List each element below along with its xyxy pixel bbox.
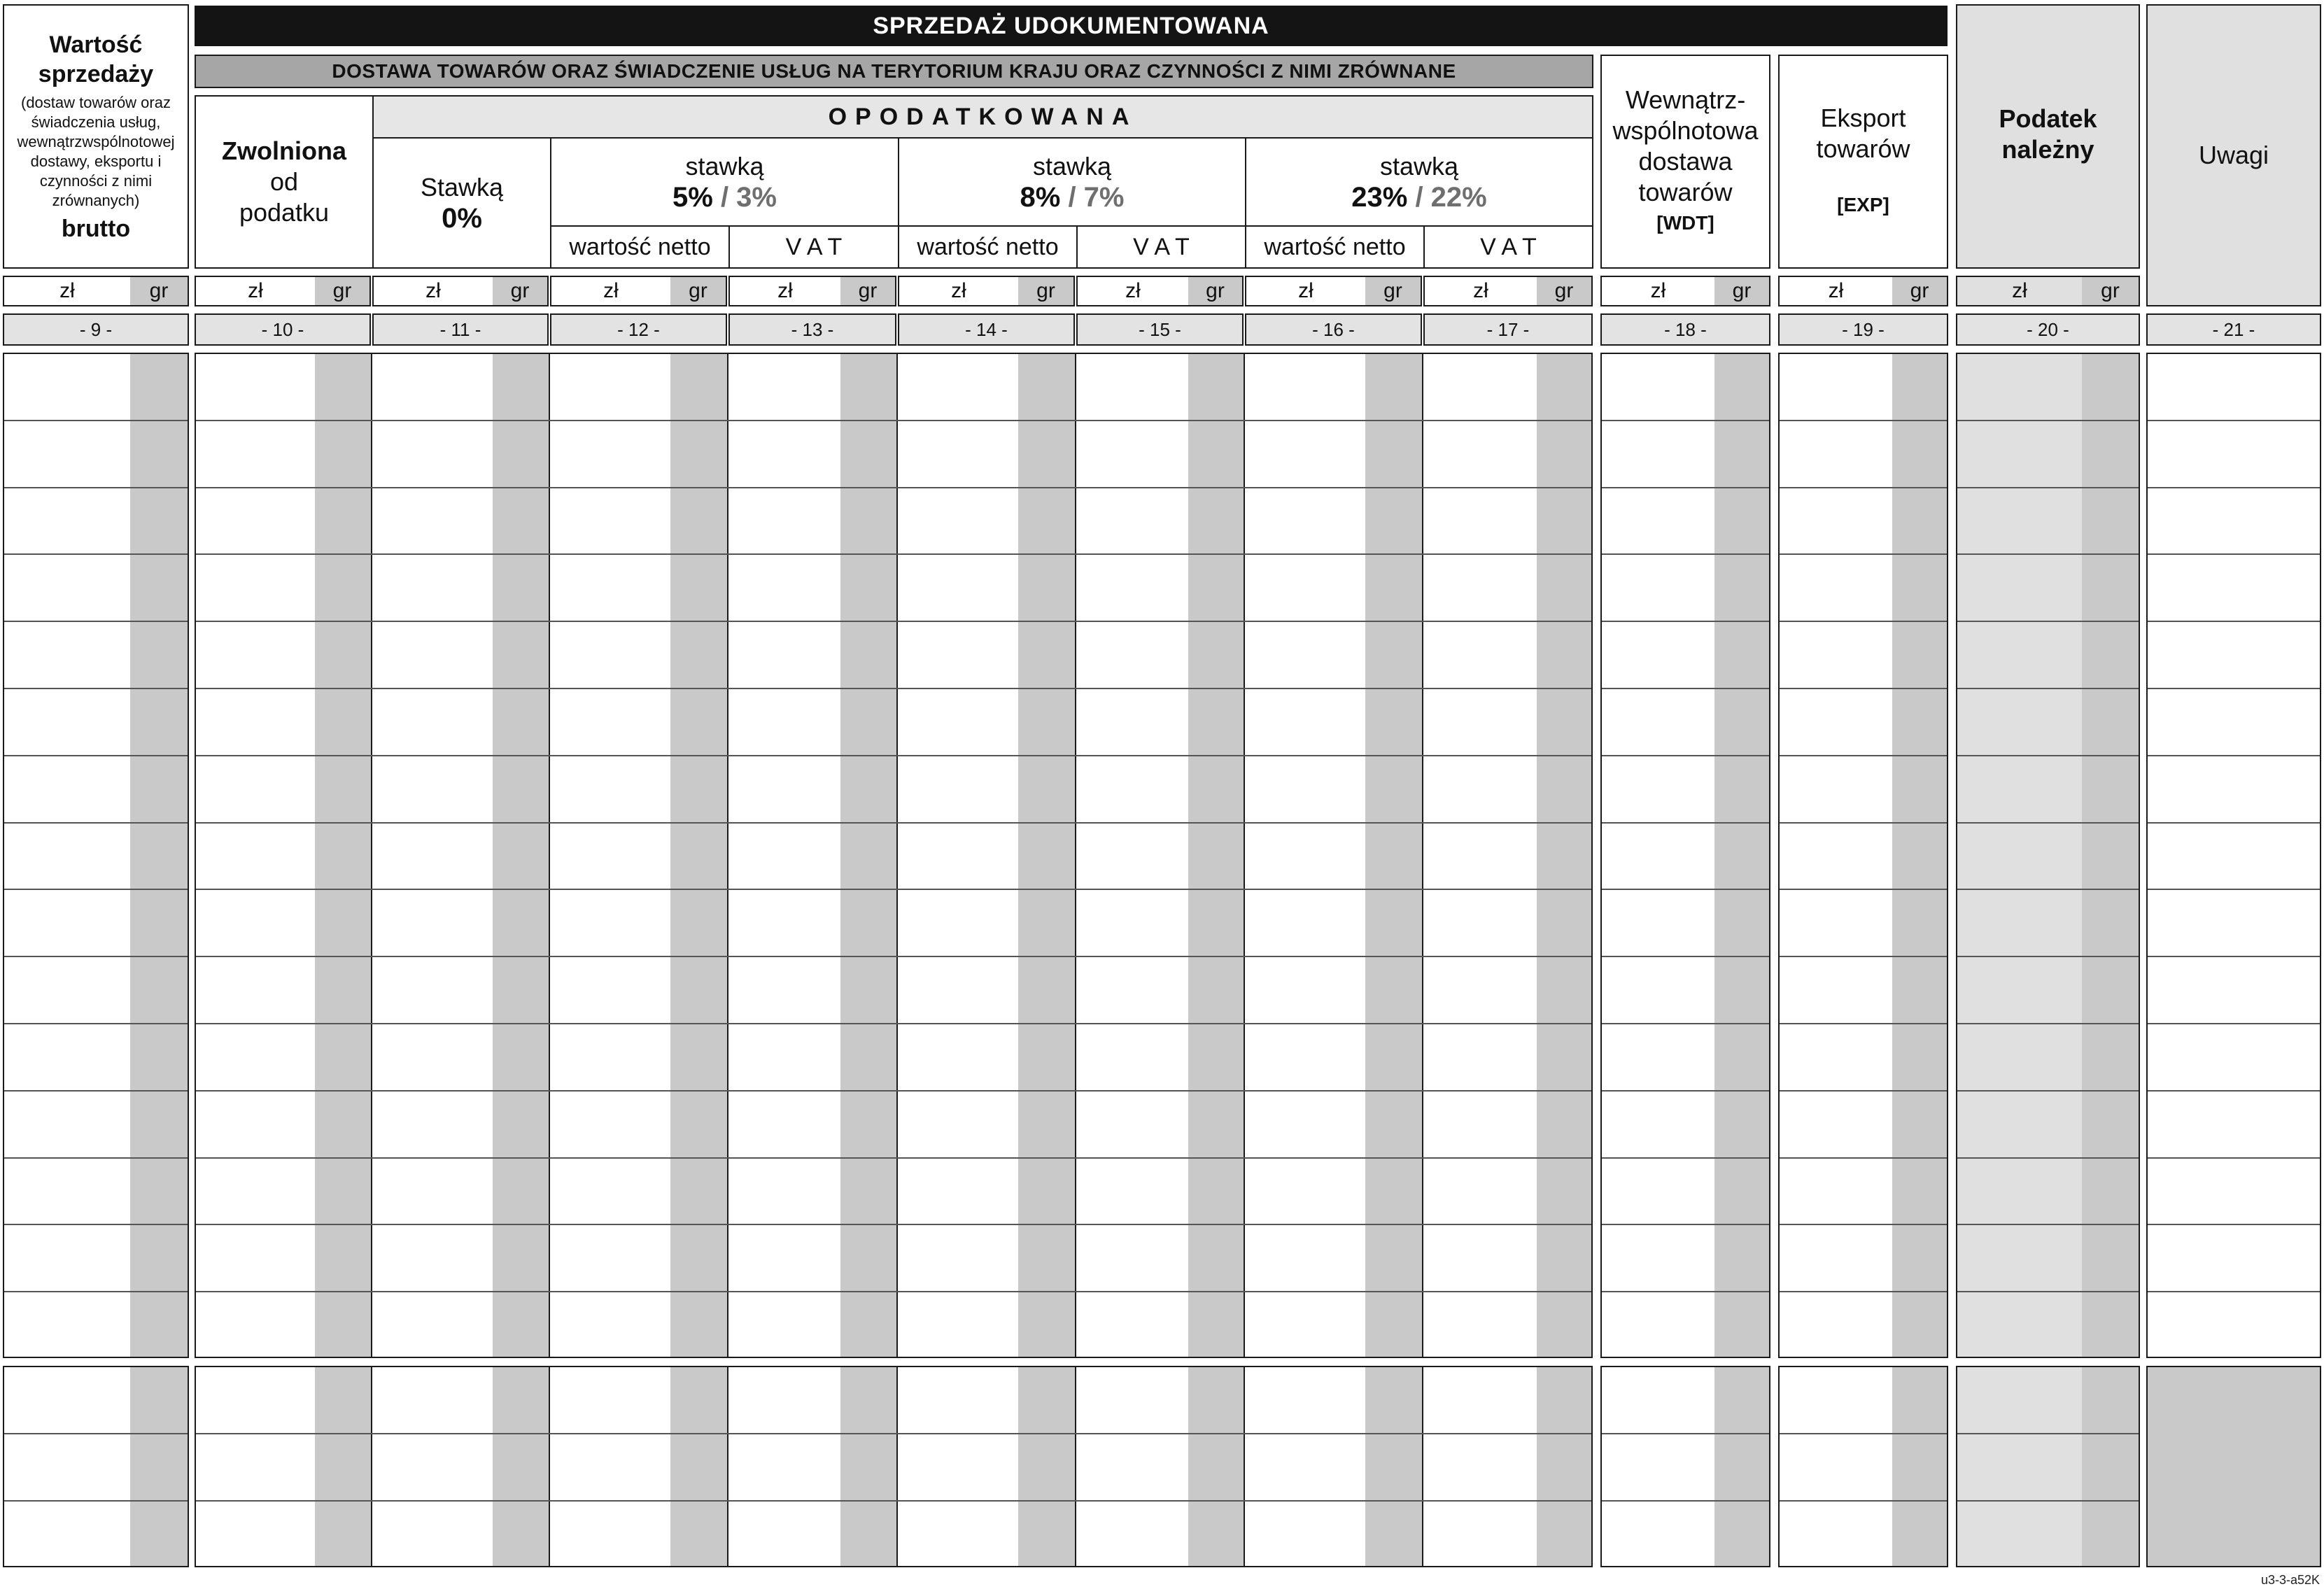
unit-zl: zł xyxy=(1125,279,1141,302)
rate-8-main: 8% xyxy=(1020,182,1061,213)
unit-zl: zł xyxy=(59,279,75,302)
row-divider xyxy=(1957,956,2139,957)
row-divider xyxy=(2148,822,2320,824)
notes-label: Uwagi xyxy=(2198,141,2269,169)
row-divider xyxy=(196,1291,1591,1292)
row-divider xyxy=(1957,1500,2139,1502)
value-title-line2: sprzedaży xyxy=(38,61,154,87)
row-divider xyxy=(1957,755,2139,756)
gr-column-band xyxy=(315,1367,371,1566)
row-divider xyxy=(1602,621,1769,622)
unit-zl: zł xyxy=(1650,279,1666,302)
row-divider xyxy=(1602,1157,1769,1159)
wdt-header xyxy=(1600,55,1770,269)
domestic-supply-subtitle xyxy=(195,55,1593,88)
gr-column-band xyxy=(2082,1367,2139,1566)
unit-gr: gr xyxy=(1714,277,1769,305)
rate-8-label: stawką xyxy=(1032,152,1112,181)
row-divider xyxy=(196,1090,1591,1092)
rate-5-main: 5% xyxy=(672,182,713,213)
rate-23-label: stawką xyxy=(1379,152,1459,181)
row-divider xyxy=(2148,1224,2320,1225)
unit-cell-16 xyxy=(1245,276,1422,306)
gr-column-band xyxy=(1537,354,1591,1357)
unit-gr: gr xyxy=(493,277,547,305)
row-divider xyxy=(1957,1023,2139,1024)
row-divider xyxy=(1602,420,1769,421)
row-divider xyxy=(1780,1090,1947,1092)
row-divider xyxy=(4,1090,188,1092)
column-number-14: - 14 - xyxy=(898,313,1075,346)
export-code: [EXP] xyxy=(1837,194,1889,216)
row-divider xyxy=(1780,956,1947,957)
rate-23-vat-header xyxy=(1425,227,1592,267)
row-divider xyxy=(1602,822,1769,824)
wdt-code: [WDT] xyxy=(1656,212,1714,234)
unit-gr: gr xyxy=(315,277,369,305)
row-divider xyxy=(196,487,1591,488)
unit-cell-11 xyxy=(372,276,549,306)
tax-due-header xyxy=(1956,4,2140,269)
column-divider xyxy=(1075,1367,1076,1566)
row-divider xyxy=(2148,956,2320,957)
exempt-line2: od xyxy=(269,167,299,196)
entries-block xyxy=(3,353,189,1358)
row-divider xyxy=(1957,889,2139,890)
unit-gr: gr xyxy=(1018,277,1073,305)
gr-column-band xyxy=(840,354,896,1357)
row-divider xyxy=(1957,1433,2139,1434)
form-code xyxy=(2261,1573,2320,1588)
gr-column-band xyxy=(1714,354,1769,1357)
row-divider xyxy=(1780,553,1947,555)
row-divider xyxy=(1602,1023,1769,1024)
gr-column-band xyxy=(493,1367,549,1566)
column-divider xyxy=(896,354,898,1357)
summary-block xyxy=(195,1366,1593,1567)
value-title-line1: Wartość xyxy=(49,31,143,58)
row-divider xyxy=(4,1433,188,1434)
tax-due-line1: Podatek xyxy=(1999,104,2097,133)
column-number-13: - 13 - xyxy=(728,313,896,346)
unit-gr: gr xyxy=(2082,277,2139,305)
rate-5-header xyxy=(551,139,898,225)
column-number-19: - 19 - xyxy=(1778,313,1948,346)
row-divider xyxy=(1780,420,1947,421)
row-divider xyxy=(196,956,1591,957)
row-divider xyxy=(1602,1224,1769,1225)
gr-column-band xyxy=(840,1367,896,1566)
unit-cell-15 xyxy=(1076,276,1244,306)
entries-block xyxy=(1956,353,2140,1358)
rate-8-alt: / 7% xyxy=(1068,182,1125,213)
column-number-20: - 20 - xyxy=(1956,313,2140,346)
rate-5-vat-header xyxy=(730,227,898,267)
wdt-line4: towarów xyxy=(1638,178,1733,206)
row-divider xyxy=(196,1433,1591,1434)
row-divider xyxy=(1957,1090,2139,1092)
column-divider xyxy=(1422,1367,1423,1566)
column-divider xyxy=(371,354,372,1357)
row-divider xyxy=(196,688,1591,689)
rate-5-alt: / 3% xyxy=(720,182,777,213)
gr-column-band xyxy=(1188,1367,1244,1566)
rate-0-label: Stawką xyxy=(420,173,504,202)
row-divider xyxy=(1957,822,2139,824)
row-divider xyxy=(1780,755,1947,756)
row-divider xyxy=(1780,688,1947,689)
wdt-line2: wspólnotowa xyxy=(1612,116,1759,145)
unit-cell-14 xyxy=(898,276,1075,306)
column-number-10: - 10 - xyxy=(195,313,371,346)
row-divider xyxy=(1957,1291,2139,1292)
row-divider xyxy=(196,1157,1591,1159)
row-divider xyxy=(1602,487,1769,488)
taxed-text: OPODATKOWANA xyxy=(828,103,1138,130)
sales-documented-title xyxy=(195,6,1948,46)
row-divider xyxy=(1602,956,1769,957)
rate-0-header xyxy=(374,139,550,267)
row-divider xyxy=(1602,1500,1769,1502)
row-divider xyxy=(1602,1433,1769,1434)
export-line2: towarów xyxy=(1816,134,1910,163)
unit-cell-18 xyxy=(1600,276,1770,306)
row-divider xyxy=(4,553,188,555)
column-number-12: - 12 - xyxy=(550,313,727,346)
subtitle-text: DOSTAWA TOWARÓW ORAZ ŚWIADCZENIE USŁUG NA TERYTORIUM KRAJU ORAZ CZYNNOŚCI Z NIMI ZRÓWNANE xyxy=(332,60,1456,82)
exempt-header xyxy=(196,97,372,267)
unit-gr: gr xyxy=(1365,277,1421,305)
vat-label: V A T xyxy=(1133,234,1190,260)
column-divider xyxy=(1422,354,1423,1357)
unit-zl: zł xyxy=(777,279,793,302)
unit-gr: gr xyxy=(1892,277,1947,305)
gr-column-band xyxy=(1365,1367,1422,1566)
column-number-11: - 11 - xyxy=(372,313,549,346)
net-label: wartość netto xyxy=(917,234,1059,260)
column-number-9: - 9 - xyxy=(3,313,189,346)
summary-block xyxy=(1956,1366,2140,1567)
title-text: SPRZEDAŻ UDOKUMENTOWANA xyxy=(873,12,1269,39)
row-divider xyxy=(196,822,1591,824)
row-divider xyxy=(1780,889,1947,890)
unit-zl: zł xyxy=(1828,279,1844,302)
row-divider xyxy=(196,755,1591,756)
column-number-15: - 15 - xyxy=(1076,313,1244,346)
tax-header-block xyxy=(195,95,1593,269)
gr-column-band xyxy=(1892,1367,1947,1566)
row-divider xyxy=(4,1157,188,1159)
unit-cell-20 xyxy=(1956,276,2140,306)
form-code-text: u3-3-a52K xyxy=(2260,1573,2320,1587)
value-description: (dostaw towarów oraz świadczenia usług, wewnątrzwspólnotowej dostawy, eksportu i czynności z nimi zrównanych) xyxy=(17,94,175,209)
gr-column-band xyxy=(130,354,188,1357)
value-of-sales-header xyxy=(3,4,189,269)
unit-gr: gr xyxy=(840,277,895,305)
unit-gr: gr xyxy=(1537,277,1591,305)
unit-cell-10 xyxy=(195,276,371,306)
export-header xyxy=(1778,55,1948,269)
row-divider xyxy=(196,420,1591,421)
column-divider xyxy=(1075,354,1076,1357)
row-divider xyxy=(196,621,1591,622)
rate-8-header xyxy=(899,139,1245,225)
row-divider xyxy=(1957,553,2139,555)
summary-block xyxy=(2146,1366,2321,1567)
column-divider xyxy=(1244,1367,1245,1566)
export-line1: Eksport xyxy=(1820,104,1906,132)
row-divider xyxy=(1602,1090,1769,1092)
unit-zl: zł xyxy=(425,279,441,302)
rate-23-net-header xyxy=(1246,227,1423,267)
rate-23-header xyxy=(1246,139,1592,225)
row-divider xyxy=(4,621,188,622)
row-divider xyxy=(1780,487,1947,488)
row-divider xyxy=(2148,1157,2320,1159)
gr-column-band xyxy=(670,1367,727,1566)
rate-8-net-header xyxy=(899,227,1076,267)
row-divider xyxy=(4,688,188,689)
vat-label: V A T xyxy=(1480,234,1537,260)
row-divider xyxy=(1780,1433,1947,1434)
unit-gr: gr xyxy=(670,277,726,305)
unit-gr: gr xyxy=(1188,277,1242,305)
value-brutto-label: brutto xyxy=(61,216,131,242)
column-divider xyxy=(727,354,728,1357)
tax-due-line2: należny xyxy=(2001,135,2094,164)
gr-column-band xyxy=(1018,354,1075,1357)
row-divider xyxy=(4,1224,188,1225)
summary-block xyxy=(1778,1366,1948,1567)
row-divider xyxy=(1957,1157,2139,1159)
entries-block xyxy=(195,353,1593,1358)
gr-column-band xyxy=(1892,354,1947,1357)
exempt-line3: podatku xyxy=(239,198,330,227)
row-divider xyxy=(4,822,188,824)
gr-column-band xyxy=(1018,1367,1075,1566)
wdt-line3: dostawa xyxy=(1638,147,1733,176)
gr-column-band xyxy=(1714,1367,1769,1566)
row-divider xyxy=(1780,1157,1947,1159)
taxed-header xyxy=(374,97,1592,137)
row-divider xyxy=(4,487,188,488)
column-divider xyxy=(549,354,550,1357)
row-divider xyxy=(4,1500,188,1502)
notes-header xyxy=(2146,4,2321,306)
unit-zl: zł xyxy=(951,279,966,302)
gr-column-band xyxy=(1365,354,1422,1357)
vat-label: V A T xyxy=(785,234,843,260)
entries-block xyxy=(1778,353,1948,1358)
gr-column-band xyxy=(2082,354,2139,1357)
unit-zl: zł xyxy=(2012,279,2027,302)
unit-cell-13 xyxy=(728,276,896,306)
row-divider xyxy=(1780,1023,1947,1024)
column-divider xyxy=(371,1367,372,1566)
column-divider xyxy=(727,1367,728,1566)
entries-block xyxy=(2146,353,2321,1358)
unit-cell-17 xyxy=(1423,276,1593,306)
row-divider xyxy=(4,1291,188,1292)
summary-block xyxy=(3,1366,189,1567)
row-divider xyxy=(196,553,1591,555)
row-divider xyxy=(2148,889,2320,890)
net-label: wartość netto xyxy=(1264,234,1406,260)
column-number-21: - 21 - xyxy=(2146,313,2321,346)
row-divider xyxy=(196,1500,1591,1502)
gr-column-band xyxy=(493,354,549,1357)
gr-column-band xyxy=(1188,354,1244,1357)
entries-block xyxy=(1600,353,1770,1358)
net-label: wartość netto xyxy=(569,234,711,260)
row-divider xyxy=(2148,755,2320,756)
gr-column-band xyxy=(670,354,727,1357)
rate-8-vat-header xyxy=(1078,227,1245,267)
row-divider xyxy=(2148,688,2320,689)
row-divider xyxy=(196,1023,1591,1024)
unit-gr: gr xyxy=(130,277,188,305)
column-divider xyxy=(1244,354,1245,1357)
rate-5-label: stawką xyxy=(685,152,764,181)
column-number-17: - 17 - xyxy=(1423,313,1593,346)
wdt-line1: Wewnątrz- xyxy=(1625,85,1746,114)
row-divider xyxy=(2148,553,2320,555)
row-divider xyxy=(1957,487,2139,488)
column-number-16: - 16 - xyxy=(1245,313,1422,346)
row-divider xyxy=(2148,420,2320,421)
row-divider xyxy=(2148,621,2320,622)
rate-23-main: 23% xyxy=(1351,182,1408,213)
rate-5-net-header xyxy=(551,227,728,267)
row-divider xyxy=(1602,553,1769,555)
row-divider xyxy=(2148,1023,2320,1024)
row-divider xyxy=(2148,1291,2320,1292)
row-divider xyxy=(1780,1500,1947,1502)
column-divider xyxy=(549,1367,550,1566)
row-divider xyxy=(4,889,188,890)
unit-zl: zł xyxy=(603,279,619,302)
row-divider xyxy=(1780,621,1947,622)
row-divider xyxy=(1780,1291,1947,1292)
row-divider xyxy=(1602,755,1769,756)
row-divider xyxy=(196,1224,1591,1225)
row-divider xyxy=(4,1023,188,1024)
row-divider xyxy=(1602,1291,1769,1292)
column-number-18: - 18 - xyxy=(1600,313,1770,346)
row-divider xyxy=(1602,889,1769,890)
row-divider xyxy=(1780,1224,1947,1225)
gr-column-band xyxy=(130,1367,188,1566)
row-divider xyxy=(1957,1224,2139,1225)
unit-zl: zł xyxy=(1473,279,1488,302)
row-divider xyxy=(1957,688,2139,689)
unit-cell-12 xyxy=(550,276,727,306)
row-divider xyxy=(4,755,188,756)
unit-cell-9 xyxy=(3,276,189,306)
rate-23-alt: / 22% xyxy=(1415,182,1487,213)
gr-column-band xyxy=(315,354,371,1357)
row-divider xyxy=(2148,1090,2320,1092)
summary-block xyxy=(1600,1366,1770,1567)
row-divider xyxy=(1957,420,2139,421)
row-divider xyxy=(4,956,188,957)
unit-cell-19 xyxy=(1778,276,1948,306)
rate-0-value: 0% xyxy=(442,203,482,234)
exempt-line1: Zwolniona xyxy=(222,136,346,165)
unit-zl: zł xyxy=(1298,279,1314,302)
column-divider xyxy=(896,1367,898,1566)
row-divider xyxy=(196,889,1591,890)
gr-column-band xyxy=(1537,1367,1591,1566)
row-divider xyxy=(2148,487,2320,488)
row-divider xyxy=(1957,621,2139,622)
unit-zl: zł xyxy=(248,279,263,302)
row-divider xyxy=(4,420,188,421)
row-divider xyxy=(1602,688,1769,689)
row-divider xyxy=(1780,822,1947,824)
